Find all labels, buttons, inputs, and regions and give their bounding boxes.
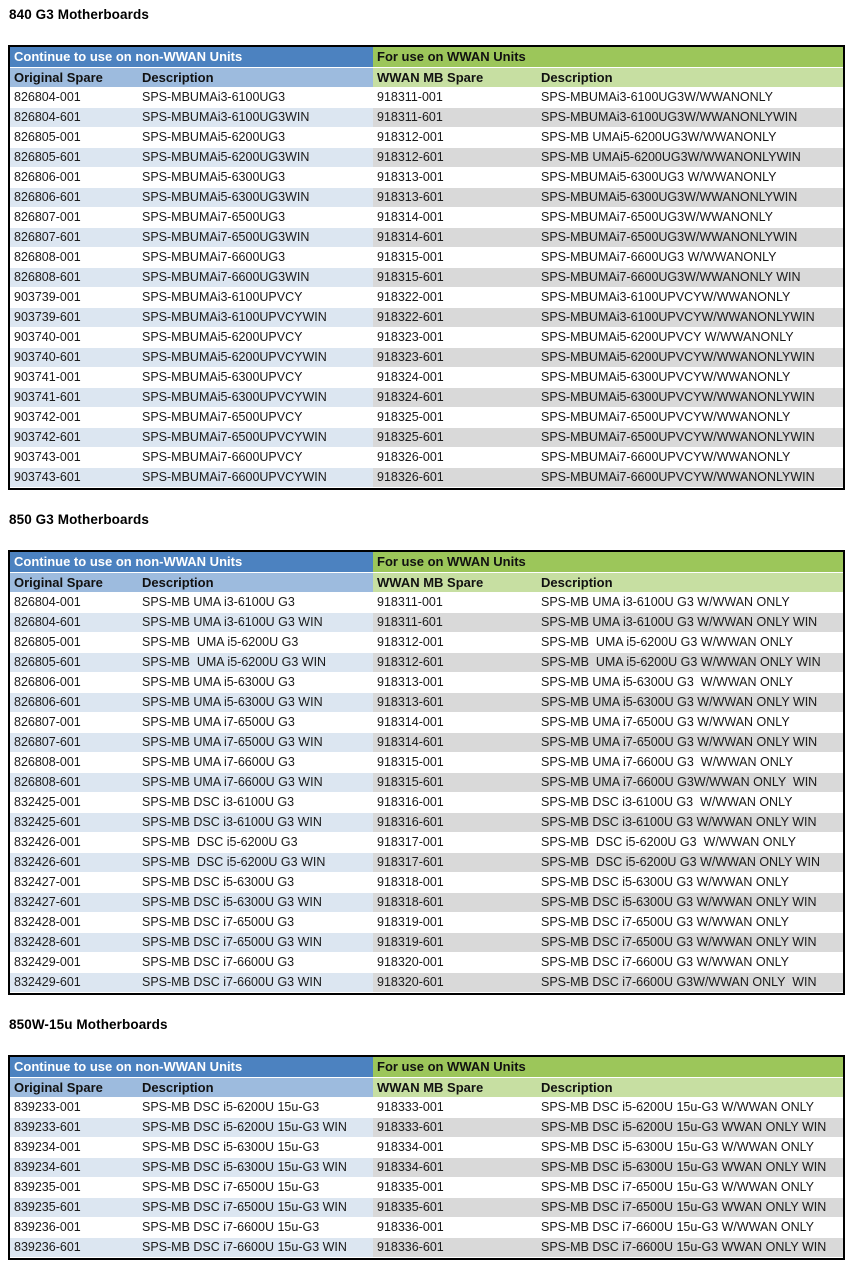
- wwan-spare-cell: 918324-601: [373, 388, 537, 408]
- wwan-description-cell: SPS-MBUMAi7-6600UPVCYW/WWANONLY: [537, 448, 843, 468]
- table-row: [10, 733, 843, 753]
- table-body: [10, 593, 843, 993]
- wwan-spare-cell: 918322-001: [373, 288, 537, 308]
- description-cell: SPS-MB DSC i3-6100U G3: [138, 793, 373, 813]
- description-cell: SPS-MB DSC i3-6100U G3 WIN: [138, 813, 373, 833]
- wwan-description-cell: SPS-MBUMAi7-6600UG3 W/WWANONLY: [537, 248, 843, 268]
- section-title: 850 G3 Motherboards: [9, 512, 149, 527]
- table-row: [10, 328, 843, 348]
- table-row: [10, 188, 843, 208]
- description-cell: SPS-MB UMA i7-6500U G3 WIN: [138, 733, 373, 753]
- wwan-description-cell: SPS-MBUMAi7-6500UG3W/WWANONLYWIN: [537, 228, 843, 248]
- wwan-spare-cell: 918316-601: [373, 813, 537, 833]
- wwan-description-cell: SPS-MB DSC i3-6100U G3 W/WWAN ONLY: [537, 793, 843, 813]
- wwan-spare-cell: 918325-001: [373, 408, 537, 428]
- wwan-description-cell: SPS-MB UMA i3-6100U G3 W/WWAN ONLY WIN: [537, 613, 843, 633]
- table-row: [10, 713, 843, 733]
- table-row: [10, 913, 843, 933]
- original-spare-cell: 903741-601: [10, 388, 138, 408]
- description-cell: SPS-MB DSC i7-6500U 15u-G3: [138, 1178, 373, 1198]
- wwan-description-cell: SPS-MB DSC i7-6600U G3 W/WWAN ONLY: [537, 953, 843, 973]
- table-row: [10, 693, 843, 713]
- wwan-description-cell: SPS-MB DSC i5-6200U 15u-G3 WWAN ONLY WIN: [537, 1118, 843, 1138]
- description-cell: SPS-MBUMAi7-6600UPVCY: [138, 448, 373, 468]
- wwan-spare-cell: 918315-001: [373, 248, 537, 268]
- original-spare-cell: 826808-001: [10, 753, 138, 773]
- wwan-spare-cell: 918334-601: [373, 1158, 537, 1178]
- wwan-description-cell: SPS-MB DSC i3-6100U G3 W/WWAN ONLY WIN: [537, 813, 843, 833]
- description-cell: SPS-MB DSC i7-6600U 15u-G3: [138, 1218, 373, 1238]
- original-spare-cell: 839234-001: [10, 1138, 138, 1158]
- table-row: [10, 773, 843, 793]
- wwan-spare-cell: 918318-601: [373, 893, 537, 913]
- original-spare-cell: 826807-601: [10, 733, 138, 753]
- table-row: [10, 973, 843, 993]
- description-cell: SPS-MB DSC i5-6300U G3: [138, 873, 373, 893]
- original-spare-cell: 832427-601: [10, 893, 138, 913]
- wwan-description-cell: SPS-MBUMAi3-6100UG3W/WWANONLYWIN: [537, 108, 843, 128]
- wwan-description-cell: SPS-MB UMA i5-6300U G3 W/WWAN ONLY WIN: [537, 693, 843, 713]
- wwan-spare-cell: 918319-601: [373, 933, 537, 953]
- wwan-description-cell: SPS-MB DSC i5-6300U 15u-G3 WWAN ONLY WIN: [537, 1158, 843, 1178]
- original-spare-column-header: Original Spare: [10, 1078, 138, 1098]
- description-cell: SPS-MB DSC i7-6600U G3 WIN: [138, 973, 373, 993]
- wwan-description-cell: SPS-MB UMA i5-6200U G3 W/WWAN ONLY: [537, 633, 843, 653]
- description-cell: SPS-MBUMAi5-6200UPVCYWIN: [138, 348, 373, 368]
- description-cell: SPS-MBUMAi7-6600UG3WIN: [138, 268, 373, 288]
- original-spare-cell: 826806-601: [10, 188, 138, 208]
- original-spare-cell: 826804-001: [10, 593, 138, 613]
- wwan-description-cell: SPS-MBUMAi3-6100UPVCYW/WWANONLYWIN: [537, 308, 843, 328]
- wwan-spare-cell: 918336-601: [373, 1238, 537, 1258]
- column-header-row: [10, 1078, 843, 1098]
- description-column-header: Description: [138, 573, 373, 593]
- wwan-description-cell: SPS-MB DSC i7-6500U G3 W/WWAN ONLY: [537, 913, 843, 933]
- non-wwan-group-header: Continue to use on non-WWAN Units: [10, 552, 373, 573]
- table-row: [10, 893, 843, 913]
- original-spare-cell: 839235-001: [10, 1178, 138, 1198]
- group-header-row: [10, 1057, 843, 1078]
- table-row: [10, 653, 843, 673]
- wwan-spare-cell: 918314-001: [373, 208, 537, 228]
- wwan-description-cell: SPS-MB UMA i5-6200U G3 W/WWAN ONLY WIN: [537, 653, 843, 673]
- description-cell: SPS-MBUMAi7-6500UG3: [138, 208, 373, 228]
- wwan-spare-column-header: WWAN MB Spare: [373, 68, 537, 88]
- wwan-spare-cell: 918333-001: [373, 1098, 537, 1118]
- wwan-spare-cell: 918319-001: [373, 913, 537, 933]
- table-row: [10, 813, 843, 833]
- original-spare-cell: 903740-001: [10, 328, 138, 348]
- table-row: [10, 853, 843, 873]
- original-spare-cell: 839233-601: [10, 1118, 138, 1138]
- original-spare-cell: 832425-601: [10, 813, 138, 833]
- wwan-description-cell: SPS-MB UMA i3-6100U G3 W/WWAN ONLY: [537, 593, 843, 613]
- description-cell: SPS-MBUMAi5-6300UG3: [138, 168, 373, 188]
- description-cell: SPS-MB DSC i5-6300U G3 WIN: [138, 893, 373, 913]
- table-row: [10, 753, 843, 773]
- wwan-description-cell: SPS-MB UMA i7-6600U G3 W/WWAN ONLY: [537, 753, 843, 773]
- table-row: [10, 368, 843, 388]
- description-cell: SPS-MB DSC i7-6500U G3 WIN: [138, 933, 373, 953]
- table-body: [10, 1098, 843, 1258]
- table-row: [10, 1118, 843, 1138]
- wwan-description-cell: SPS-MBUMAi7-6600UPVCYW/WWANONLYWIN: [537, 468, 843, 488]
- table-row: [10, 408, 843, 428]
- wwan-description-cell: SPS-MB DSC i7-6500U G3 W/WWAN ONLY WIN: [537, 933, 843, 953]
- original-spare-cell: 832425-001: [10, 793, 138, 813]
- wwan-description-cell: SPS-MB DSC i7-6600U 15u-G3 WWAN ONLY WIN: [537, 1238, 843, 1258]
- wwan-description-cell: SPS-MB UMAi5-6200UG3W/WWANONLY: [537, 128, 843, 148]
- description-cell: SPS-MBUMAi5-6300UPVCY: [138, 368, 373, 388]
- wwan-description-cell: SPS-MB DSC i7-6600U 15u-G3 W/WWAN ONLY: [537, 1218, 843, 1238]
- wwan-description-cell: SPS-MBUMAi5-6300UG3W/WWANONLYWIN: [537, 188, 843, 208]
- description-cell: SPS-MB DSC i7-6600U 15u-G3 WIN: [138, 1238, 373, 1258]
- wwan-group-header: For use on WWAN Units: [373, 47, 843, 68]
- wwan-description-cell: SPS-MBUMAi7-6600UG3W/WWANONLY WIN: [537, 268, 843, 288]
- original-spare-cell: 903740-601: [10, 348, 138, 368]
- spares-table: [8, 1055, 845, 1260]
- wwan-spare-column-header: WWAN MB Spare: [373, 573, 537, 593]
- description-cell: SPS-MBUMAi3-6100UPVCYWIN: [138, 308, 373, 328]
- table-row: [10, 593, 843, 613]
- table-row: [10, 388, 843, 408]
- original-spare-cell: 839236-601: [10, 1238, 138, 1258]
- table-row: [10, 1158, 843, 1178]
- wwan-spare-cell: 918324-001: [373, 368, 537, 388]
- original-spare-cell: 832429-601: [10, 973, 138, 993]
- wwan-spare-cell: 918326-601: [373, 468, 537, 488]
- table-row: [10, 1098, 843, 1118]
- spares-table: [8, 550, 845, 995]
- wwan-spare-cell: 918314-601: [373, 228, 537, 248]
- original-spare-cell: 826805-601: [10, 148, 138, 168]
- original-spare-cell: 832427-001: [10, 873, 138, 893]
- wwan-description-cell: SPS-MBUMAi7-6500UPVCYW/WWANONLY: [537, 408, 843, 428]
- wwan-spare-cell: 918325-601: [373, 428, 537, 448]
- table-row: [10, 108, 843, 128]
- wwan-spare-cell: 918322-601: [373, 308, 537, 328]
- original-spare-cell: 839233-001: [10, 1098, 138, 1118]
- original-spare-cell: 826805-001: [10, 128, 138, 148]
- original-spare-cell: 826805-001: [10, 633, 138, 653]
- wwan-description-cell: SPS-MB UMA i7-6500U G3 W/WWAN ONLY: [537, 713, 843, 733]
- wwan-spare-cell: 918326-001: [373, 448, 537, 468]
- section-title: 840 G3 Motherboards: [9, 7, 149, 22]
- table-row: [10, 793, 843, 813]
- wwan-description-cell: SPS-MB DSC i7-6600U G3W/WWAN ONLY WIN: [537, 973, 843, 993]
- original-spare-cell: 839236-001: [10, 1218, 138, 1238]
- original-spare-cell: 826807-001: [10, 208, 138, 228]
- original-spare-cell: 832426-001: [10, 833, 138, 853]
- wwan-description-cell: SPS-MBUMAi5-6200UPVCY W/WWANONLY: [537, 328, 843, 348]
- table-row: [10, 168, 843, 188]
- original-spare-cell: 839235-601: [10, 1198, 138, 1218]
- description-cell: SPS-MBUMAi3-6100UG3WIN: [138, 108, 373, 128]
- wwan-description-cell: SPS-MB DSC i5-6200U G3 W/WWAN ONLY WIN: [537, 853, 843, 873]
- wwan-spare-cell: 918311-001: [373, 593, 537, 613]
- original-spare-cell: 826806-601: [10, 693, 138, 713]
- original-spare-cell: 826808-601: [10, 773, 138, 793]
- description-cell: SPS-MB DSC i5-6200U 15u-G3: [138, 1098, 373, 1118]
- description-cell: SPS-MB DSC i5-6300U 15u-G3 WIN: [138, 1158, 373, 1178]
- original-spare-cell: 826804-001: [10, 88, 138, 108]
- wwan-description-cell: SPS-MB DSC i7-6500U 15u-G3 W/WWAN ONLY: [537, 1178, 843, 1198]
- description-cell: SPS-MBUMAi7-6600UPVCYWIN: [138, 468, 373, 488]
- wwan-spare-cell: 918312-601: [373, 653, 537, 673]
- table-row: [10, 468, 843, 488]
- table-row: [10, 633, 843, 653]
- non-wwan-group-header: Continue to use on non-WWAN Units: [10, 47, 373, 68]
- original-spare-column-header: Original Spare: [10, 573, 138, 593]
- wwan-spare-cell: 918313-001: [373, 168, 537, 188]
- wwan-description-cell: SPS-MB UMAi5-6200UG3W/WWANONLYWIN: [537, 148, 843, 168]
- table-row: [10, 953, 843, 973]
- original-spare-cell: 903741-001: [10, 368, 138, 388]
- description-cell: SPS-MBUMAi7-6500UPVCYWIN: [138, 428, 373, 448]
- description-cell: SPS-MBUMAi5-6200UG3WIN: [138, 148, 373, 168]
- original-spare-cell: 826808-001: [10, 248, 138, 268]
- group-header-row: [10, 552, 843, 573]
- description-cell: SPS-MBUMAi7-6600UG3: [138, 248, 373, 268]
- table-row: [10, 428, 843, 448]
- description-cell: SPS-MB UMA i5-6200U G3 WIN: [138, 653, 373, 673]
- wwan-spare-cell: 918313-601: [373, 188, 537, 208]
- wwan-spare-cell: 918313-001: [373, 673, 537, 693]
- wwan-spare-cell: 918317-601: [373, 853, 537, 873]
- description-cell: SPS-MB UMA i7-6600U G3 WIN: [138, 773, 373, 793]
- wwan-spare-cell: 918336-001: [373, 1218, 537, 1238]
- table-row: [10, 613, 843, 633]
- original-spare-cell: 832428-601: [10, 933, 138, 953]
- wwan-group-header: For use on WWAN Units: [373, 1057, 843, 1078]
- wwan-spare-cell: 918311-601: [373, 108, 537, 128]
- wwan-spare-cell: 918315-601: [373, 268, 537, 288]
- wwan-description-cell: SPS-MB DSC i7-6500U 15u-G3 WWAN ONLY WIN: [537, 1198, 843, 1218]
- description-cell: SPS-MB UMA i3-6100U G3: [138, 593, 373, 613]
- description-cell: SPS-MB UMA i3-6100U G3 WIN: [138, 613, 373, 633]
- original-spare-cell: 903739-601: [10, 308, 138, 328]
- wwan-spare-cell: 918323-001: [373, 328, 537, 348]
- wwan-spare-cell: 918315-601: [373, 773, 537, 793]
- column-header-row: [10, 68, 843, 88]
- table-row: [10, 1238, 843, 1258]
- original-spare-cell: 826804-601: [10, 613, 138, 633]
- group-header-row: [10, 47, 843, 68]
- original-spare-cell: 826806-001: [10, 168, 138, 188]
- description-column-header: Description: [138, 68, 373, 88]
- description-cell: SPS-MB UMA i7-6500U G3: [138, 713, 373, 733]
- description-cell: SPS-MBUMAi5-6300UG3WIN: [138, 188, 373, 208]
- description-cell: SPS-MB UMA i5-6200U G3: [138, 633, 373, 653]
- wwan-description-cell: SPS-MBUMAi3-6100UG3W/WWANONLY: [537, 88, 843, 108]
- description-cell: SPS-MBUMAi5-6300UPVCYWIN: [138, 388, 373, 408]
- original-spare-cell: 826807-001: [10, 713, 138, 733]
- table-row: [10, 228, 843, 248]
- wwan-spare-cell: 918312-001: [373, 633, 537, 653]
- wwan-description-cell: SPS-MB DSC i5-6200U G3 W/WWAN ONLY: [537, 833, 843, 853]
- wwan-description-cell: SPS-MBUMAi5-6300UPVCYW/WWANONLYWIN: [537, 388, 843, 408]
- description-cell: SPS-MB UMA i7-6600U G3: [138, 753, 373, 773]
- description-cell: SPS-MBUMAi7-6500UG3WIN: [138, 228, 373, 248]
- spares-table: [8, 45, 845, 490]
- wwan-spare-cell: 918312-601: [373, 148, 537, 168]
- original-spare-cell: 826808-601: [10, 268, 138, 288]
- description-cell: SPS-MBUMAi7-6500UPVCY: [138, 408, 373, 428]
- original-spare-cell: 903743-001: [10, 448, 138, 468]
- motherboard-section: [8, 512, 841, 995]
- wwan-spare-cell: 918311-601: [373, 613, 537, 633]
- wwan-spare-column-header: WWAN MB Spare: [373, 1078, 537, 1098]
- wwan-spare-cell: 918318-001: [373, 873, 537, 893]
- wwan-spare-cell: 918320-601: [373, 973, 537, 993]
- original-spare-cell: 903742-001: [10, 408, 138, 428]
- wwan-description-column-header: Description: [537, 1078, 843, 1098]
- wwan-spare-cell: 918315-001: [373, 753, 537, 773]
- description-cell: SPS-MB DSC i5-6200U G3 WIN: [138, 853, 373, 873]
- wwan-spare-cell: 918314-001: [373, 713, 537, 733]
- table-body: [10, 88, 843, 488]
- wwan-spare-cell: 918311-001: [373, 88, 537, 108]
- motherboard-section: [8, 1017, 841, 1260]
- description-cell: SPS-MB DSC i5-6200U 15u-G3 WIN: [138, 1118, 373, 1138]
- original-spare-column-header: Original Spare: [10, 68, 138, 88]
- wwan-description-cell: SPS-MB DSC i5-6300U G3 W/WWAN ONLY WIN: [537, 893, 843, 913]
- table-row: [10, 208, 843, 228]
- description-cell: SPS-MB DSC i5-6300U 15u-G3: [138, 1138, 373, 1158]
- table-row: [10, 448, 843, 468]
- table-row: [10, 268, 843, 288]
- description-cell: SPS-MB DSC i7-6500U G3: [138, 913, 373, 933]
- description-column-header: Description: [138, 1078, 373, 1098]
- original-spare-cell: 832429-001: [10, 953, 138, 973]
- original-spare-cell: 839234-601: [10, 1158, 138, 1178]
- wwan-spare-cell: 918323-601: [373, 348, 537, 368]
- table-row: [10, 288, 843, 308]
- wwan-spare-cell: 918317-001: [373, 833, 537, 853]
- original-spare-cell: 832426-601: [10, 853, 138, 873]
- wwan-spare-cell: 918335-001: [373, 1178, 537, 1198]
- description-cell: SPS-MB DSC i7-6600U G3: [138, 953, 373, 973]
- description-cell: SPS-MB DSC i5-6200U G3: [138, 833, 373, 853]
- original-spare-cell: 826805-601: [10, 653, 138, 673]
- wwan-description-cell: SPS-MBUMAi5-6300UPVCYW/WWANONLY: [537, 368, 843, 388]
- column-header-row: [10, 573, 843, 593]
- description-cell: SPS-MBUMAi3-6100UG3: [138, 88, 373, 108]
- wwan-spare-cell: 918314-601: [373, 733, 537, 753]
- original-spare-cell: 903743-601: [10, 468, 138, 488]
- wwan-description-cell: SPS-MBUMAi7-6500UG3W/WWANONLY: [537, 208, 843, 228]
- table-row: [10, 873, 843, 893]
- wwan-description-cell: SPS-MBUMAi3-6100UPVCYW/WWANONLY: [537, 288, 843, 308]
- description-cell: SPS-MBUMAi5-6200UG3: [138, 128, 373, 148]
- original-spare-cell: 832428-001: [10, 913, 138, 933]
- wwan-description-column-header: Description: [537, 573, 843, 593]
- wwan-spare-cell: 918312-001: [373, 128, 537, 148]
- table-row: [10, 148, 843, 168]
- wwan-description-cell: SPS-MBUMAi5-6300UG3 W/WWANONLY: [537, 168, 843, 188]
- wwan-description-cell: SPS-MB UMA i5-6300U G3 W/WWAN ONLY: [537, 673, 843, 693]
- wwan-description-cell: SPS-MB DSC i5-6300U 15u-G3 W/WWAN ONLY: [537, 1138, 843, 1158]
- wwan-spare-cell: 918320-001: [373, 953, 537, 973]
- description-cell: SPS-MBUMAi5-6200UPVCY: [138, 328, 373, 348]
- wwan-description-cell: SPS-MBUMAi5-6200UPVCYW/WWANONLYWIN: [537, 348, 843, 368]
- table-row: [10, 128, 843, 148]
- table-row: [10, 1198, 843, 1218]
- description-cell: SPS-MB UMA i5-6300U G3 WIN: [138, 693, 373, 713]
- wwan-description-cell: SPS-MB UMA i7-6500U G3 W/WWAN ONLY WIN: [537, 733, 843, 753]
- section-title: 850W-15u Motherboards: [9, 1017, 168, 1032]
- table-row: [10, 833, 843, 853]
- wwan-description-cell: SPS-MB UMA i7-6600U G3W/WWAN ONLY WIN: [537, 773, 843, 793]
- table-row: [10, 933, 843, 953]
- table-row: [10, 248, 843, 268]
- original-spare-cell: 903739-001: [10, 288, 138, 308]
- non-wwan-group-header: Continue to use on non-WWAN Units: [10, 1057, 373, 1078]
- original-spare-cell: 826807-601: [10, 228, 138, 248]
- wwan-description-column-header: Description: [537, 68, 843, 88]
- wwan-spare-cell: 918313-601: [373, 693, 537, 713]
- table-row: [10, 1218, 843, 1238]
- wwan-spare-cell: 918333-601: [373, 1118, 537, 1138]
- table-row: [10, 88, 843, 108]
- table-row: [10, 673, 843, 693]
- table-row: [10, 308, 843, 328]
- description-cell: SPS-MB UMA i5-6300U G3: [138, 673, 373, 693]
- wwan-spare-cell: 918335-601: [373, 1198, 537, 1218]
- table-row: [10, 1178, 843, 1198]
- wwan-spare-cell: 918316-001: [373, 793, 537, 813]
- wwan-group-header: For use on WWAN Units: [373, 552, 843, 573]
- table-row: [10, 348, 843, 368]
- original-spare-cell: 903742-601: [10, 428, 138, 448]
- description-cell: SPS-MBUMAi3-6100UPVCY: [138, 288, 373, 308]
- table-row: [10, 1138, 843, 1158]
- description-cell: SPS-MB DSC i7-6500U 15u-G3 WIN: [138, 1198, 373, 1218]
- original-spare-cell: 826806-001: [10, 673, 138, 693]
- wwan-description-cell: SPS-MB DSC i5-6300U G3 W/WWAN ONLY: [537, 873, 843, 893]
- original-spare-cell: 826804-601: [10, 108, 138, 128]
- wwan-spare-cell: 918334-001: [373, 1138, 537, 1158]
- wwan-description-cell: SPS-MB DSC i5-6200U 15u-G3 W/WWAN ONLY: [537, 1098, 843, 1118]
- wwan-description-cell: SPS-MBUMAi7-6500UPVCYW/WWANONLYWIN: [537, 428, 843, 448]
- motherboard-section: [8, 7, 841, 490]
